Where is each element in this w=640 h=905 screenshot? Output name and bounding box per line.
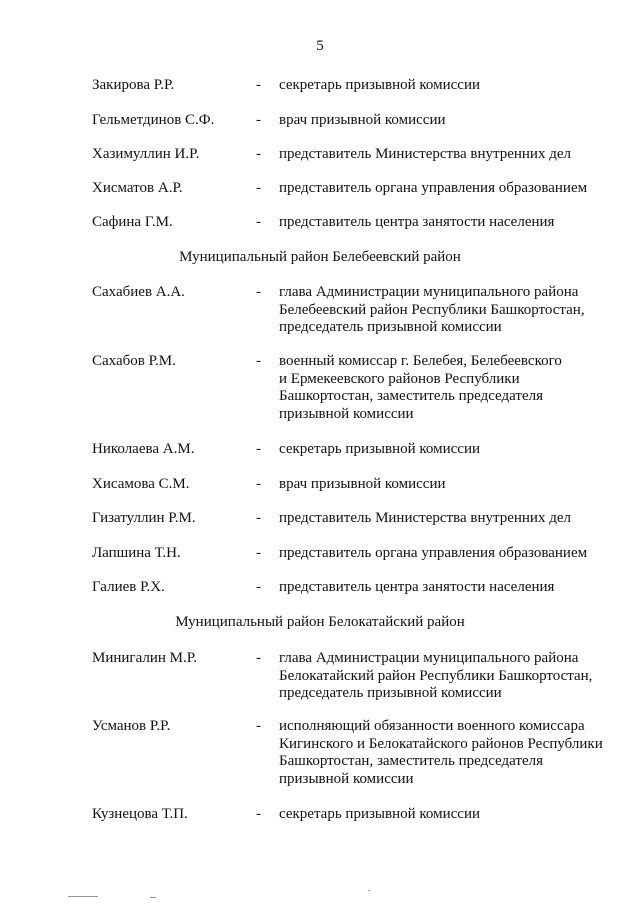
role-line: Башкортостан, заместитель председателя	[279, 388, 544, 404]
dash: -	[256, 353, 261, 369]
role-line: Кигинского и Белокатайского районов Республики	[279, 735, 603, 752]
role-line: врач призывной комиссии	[279, 112, 446, 128]
member-name: Галиев Р.Х.	[92, 579, 165, 595]
role-line: представитель Министерства внутренних дел	[279, 510, 571, 526]
dash: -	[256, 112, 261, 128]
dash: -	[256, 441, 261, 457]
dash: -	[256, 545, 261, 561]
role-line: и Ермекеевского районов Республики	[279, 370, 520, 387]
section-heading: Муниципальный район Белебеевский район	[179, 249, 461, 265]
member-role	[279, 77, 624, 95]
role-line: представитель органа управления образованием	[279, 545, 588, 561]
dash: -	[256, 806, 261, 822]
member-role	[279, 806, 624, 824]
dash: -	[256, 718, 261, 734]
member-role	[279, 146, 624, 164]
role-line: представитель центра занятости населения	[279, 214, 555, 230]
member-name: Закирова Р.Р.	[92, 77, 175, 93]
member-role	[279, 180, 624, 198]
member-name: Николаева А.М.	[92, 441, 195, 457]
member-name: Хисамова С.М.	[92, 476, 190, 492]
role-line: призывной комиссии	[279, 770, 414, 787]
dash: -	[256, 510, 261, 526]
role-line: Башкортостан, заместитель председателя	[279, 753, 544, 769]
member-name: Сахабиев А.А.	[92, 284, 185, 300]
member-name: Гельметдинов С.Ф.	[92, 112, 215, 128]
role-line: призывной комиссии	[279, 405, 414, 422]
role-line: секретарь призывной комиссии	[279, 77, 481, 93]
role-line: представитель центра занятости населения	[279, 579, 555, 595]
role-line: исполняющий обязанности военного комиссара	[279, 718, 585, 734]
member-name: Усманов Р.Р.	[92, 718, 171, 734]
dash: -	[256, 77, 261, 93]
role-line: представитель органа управления образованием	[279, 180, 588, 196]
dash: -	[256, 284, 261, 300]
role-line: глава Администрации муниципального района	[279, 650, 579, 666]
dash: -	[256, 180, 261, 196]
member-role	[279, 284, 624, 337]
member-name: Хазимуллин И.Р.	[92, 146, 200, 162]
dash: -	[256, 579, 261, 595]
member-role	[279, 510, 624, 528]
member-role	[279, 441, 624, 459]
member-name: Минигалин М.Р.	[92, 650, 197, 666]
role-line: председатель призывной комиссии	[279, 685, 502, 701]
role-line: Белебеевский район Республики Башкортостан,	[279, 301, 585, 318]
member-role	[279, 214, 624, 232]
member-role	[279, 353, 624, 423]
role-line: секретарь призывной комиссии	[279, 806, 481, 822]
scan-speck	[368, 890, 370, 891]
role-line: Белокатайский район Республики Башкортостан,	[279, 667, 593, 684]
role-line: глава Администрации муниципального района	[279, 284, 579, 300]
member-role	[279, 650, 624, 703]
scan-speck	[68, 896, 98, 897]
member-name: Гизатуллин Р.М.	[92, 510, 196, 526]
dash: -	[256, 650, 261, 666]
member-role	[279, 112, 624, 130]
member-role	[279, 718, 624, 788]
member-role	[279, 476, 624, 494]
member-role	[279, 545, 624, 563]
role-line: председатель призывной комиссии	[279, 319, 502, 335]
page-number: 5	[316, 38, 324, 54]
member-name: Кузнецова Т.П.	[92, 806, 188, 822]
section-heading: Муниципальный район Белокатайский район	[175, 614, 465, 630]
role-line: представитель Министерства внутренних дел	[279, 146, 571, 162]
member-name: Сахабов Р.М.	[92, 353, 176, 369]
role-line: врач призывной комиссии	[279, 476, 446, 492]
dash: -	[256, 476, 261, 492]
member-name: Сафина Г.М.	[92, 214, 173, 230]
dash: -	[256, 146, 261, 162]
dash: -	[256, 214, 261, 230]
role-line: секретарь призывной комиссии	[279, 441, 481, 457]
role-line: военный комиссар г. Белебея, Белебеевского	[279, 353, 562, 369]
member-role	[279, 579, 624, 597]
member-name: Хисматов А.Р.	[92, 180, 183, 196]
scan-speck	[150, 897, 156, 898]
member-name: Лапшина Т.Н.	[92, 545, 181, 561]
